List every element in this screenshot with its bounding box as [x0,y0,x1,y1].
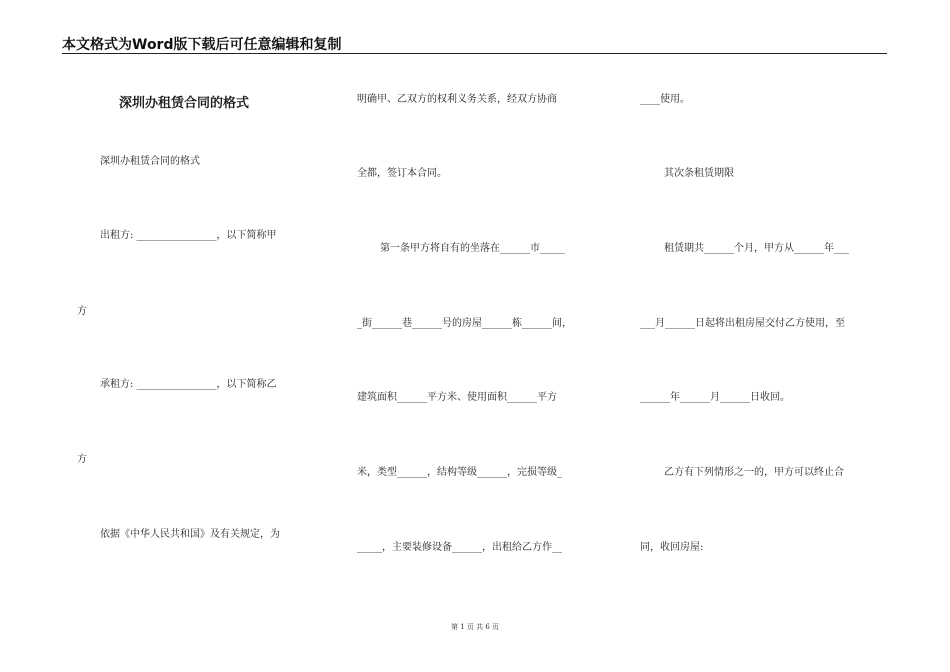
col3-line-3: 租赁期共______个月，甲方从______年___ [664,243,849,254]
col1-line-1: 深圳办租赁合同的格式 [100,156,200,167]
header-divider [62,53,887,54]
col2-line-5: 建筑面积______平方米、使用面积______平方 [357,392,557,403]
col1-line-3: 方 [77,306,87,317]
col1-line-6: 依据《中华人民共和国》及有关规定，为 [100,529,280,540]
col2-line-1: 明确甲、乙双方的权利义务关系，经双方协商 [357,94,557,105]
document-title: 深圳办租赁合同的格式 [119,96,250,111]
col2-line-3: 第一条甲方将自有的坐落在______市_____ [380,243,565,254]
col2-line-2: 全都，签订本合同。 [357,168,447,179]
page-number-footer: 第 1 页 共 6 页 [450,623,500,631]
col3-line-1: ____使用。 [640,94,690,105]
col3-line-5: ______年______月______日收回。 [640,392,790,403]
col3-line-4: ___月______日起将出租房屋交付乙方使用，至 [640,318,845,329]
col1-line-4: 承租方: ________________，以下简称乙 [100,379,277,390]
col2-line-7: _____，主要装修设备______，出租给乙方作__ [357,542,562,553]
col3-line-7: 同，收回房屋: [640,542,704,553]
col1-line-5: 方 [77,454,87,465]
header-banner: 本文格式为Word版下载后可任意编辑和复制 [62,37,342,53]
col2-line-4: _街______巷______号的房屋______栋______间， [357,318,572,329]
col3-line-6: 乙方有下列情形之一的，甲方可以终止合 [664,467,844,478]
col2-line-6: 米，类型______，结构等级______，完损等级_ [357,467,562,478]
col1-line-2: 出租方: ________________，以下简称甲 [100,230,277,241]
col3-line-2: 其次条租赁期限 [664,168,734,179]
